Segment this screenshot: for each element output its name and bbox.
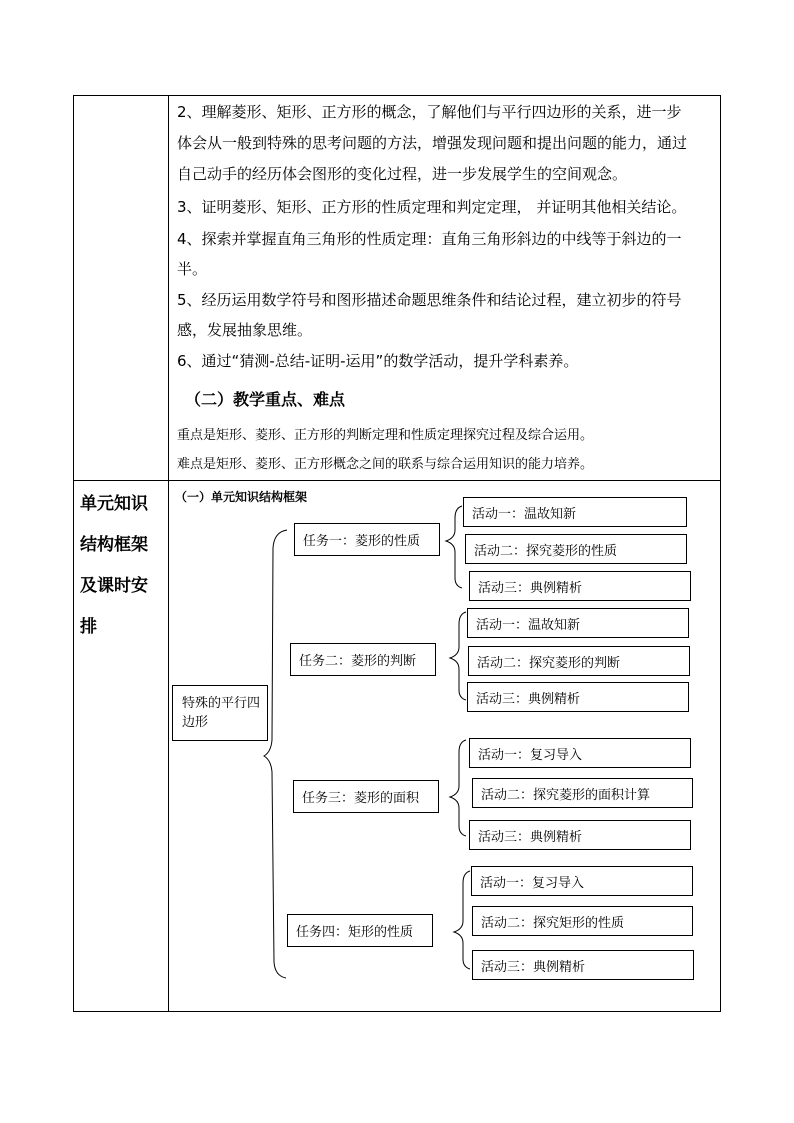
task-3-activity-3: 活动三：典例精析 <box>469 820 691 850</box>
task-2-box: 任务二：菱形的判断 <box>290 643 436 676</box>
row2-heading-line-3: 及课时安 <box>80 576 148 596</box>
objective-4-line-1: 4、探索并掌握直角三角形的性质定理：直角三角形斜边的中线等于斜边的一 <box>177 230 682 248</box>
row2-heading-line-2: 结构框架 <box>80 535 148 555</box>
task-1-box: 任务一：菱形的性质 <box>294 523 440 556</box>
task-4-activity-2: 活动二：探究矩形的性质 <box>472 906 693 936</box>
row2-heading-line-4: 排 <box>80 617 97 637</box>
framework-title: （一）单元知识结构框架 <box>175 490 308 504</box>
objective-2-line-2: 体会从一般到特殊的思考问题的方法，增强发现问题和提出问题的能力，通过 <box>177 134 688 152</box>
objective-5-line-1: 5、经历运用数学符号和图形描述命题思维条件和结论过程，建立初步的符号 <box>177 291 682 309</box>
task-2-activity-3: 活动三：典例精析 <box>467 682 689 712</box>
objective-5-line-2: 感，发展抽象思维。 <box>177 321 313 339</box>
task2-brace <box>450 612 466 700</box>
task-4-box: 任务四：矩形的性质 <box>287 914 433 947</box>
objective-4-line-2: 半。 <box>177 260 208 278</box>
objective-3: 3、证明菱形、矩形、正方形的性质定理和判定定理， 并证明其他相关结论。 <box>177 198 687 216</box>
key-points-text: 重点是矩形、菱形、正方形的判断定理和性质定理探究过程及综合运用。 <box>177 428 594 443</box>
objective-6: 6、通过“猜测-总结-证明-运用”的数学活动，提升学科素养。 <box>177 352 579 370</box>
task-3-box: 任务三：菱形的面积 <box>293 780 439 813</box>
root-brace <box>264 530 287 978</box>
difficult-points-text: 难点是矩形、菱形、正方形概念之间的联系与综合运用知识的能力培养。 <box>177 457 594 472</box>
task3-brace <box>450 740 466 836</box>
task-4-activity-1: 活动一：复习导入 <box>471 866 693 896</box>
task-1-activity-1: 活动一：温故知新 <box>463 497 687 527</box>
task1-brace <box>446 506 462 588</box>
task-3-activity-2: 活动二：探究菱形的面积计算 <box>472 778 693 808</box>
task-2-activity-2: 活动二：探究菱形的判断 <box>468 646 690 676</box>
task-2-activity-1: 活动一：温故知新 <box>467 608 689 638</box>
root-box: 特殊的平行四边形 <box>172 685 268 741</box>
row2-heading-line-1: 单元知识 <box>80 494 148 514</box>
task-1-activity-2: 活动二：探究菱形的性质 <box>465 534 687 564</box>
task4-brace <box>454 871 470 969</box>
task-4-activity-3: 活动三：典例精析 <box>472 950 694 980</box>
task-3-activity-1: 活动一：复习导入 <box>469 738 691 768</box>
key-points-title: （二）教学重点、难点 <box>185 390 346 409</box>
objective-2-line-1: 2、理解菱形、矩形、正方形的概念，了解他们与平行四边形的关系，进一步 <box>177 103 682 121</box>
task-1-activity-3: 活动三：典例精析 <box>469 571 691 601</box>
objective-2-line-3: 自己动手的经历体会图形的变化过程，进一步发展学生的空间观念。 <box>177 165 628 183</box>
